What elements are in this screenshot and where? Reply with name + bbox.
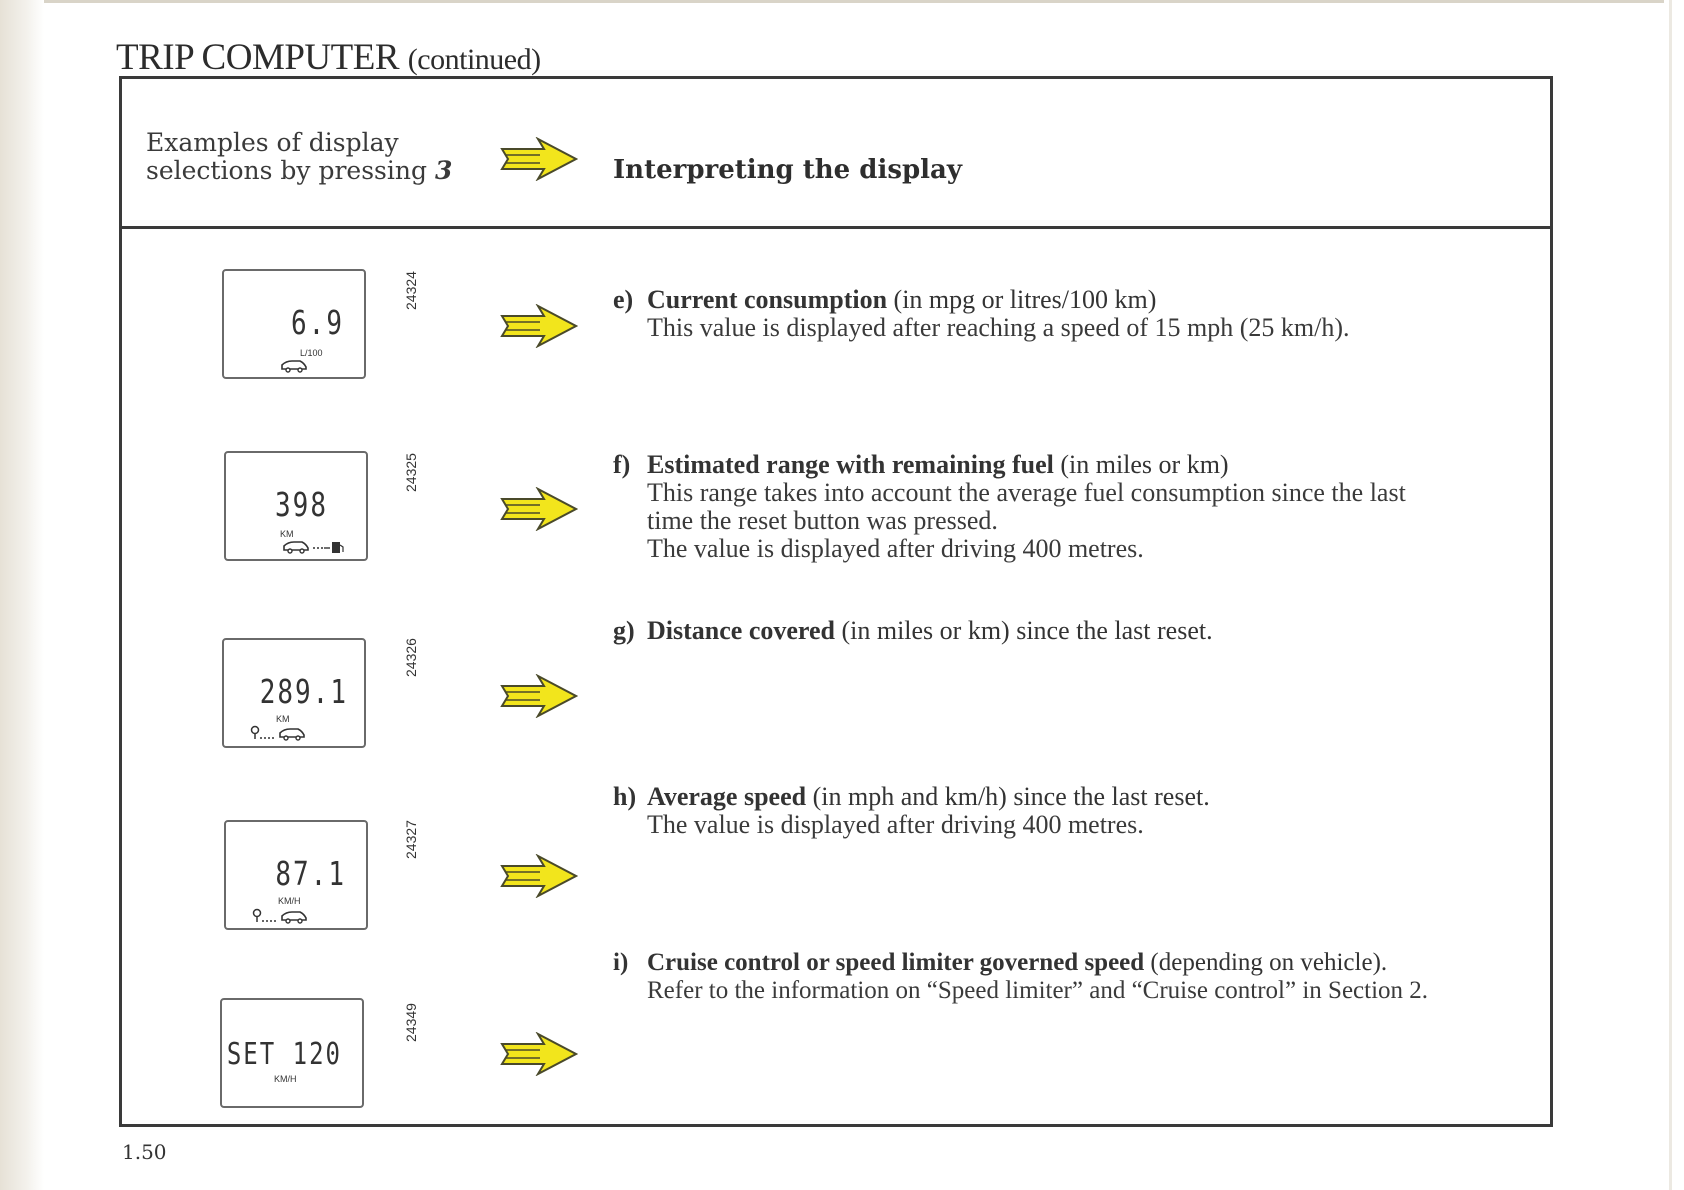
entry-qualifier: (in miles or km) (1053, 450, 1229, 479)
lcd-display-set-speed (220, 998, 364, 1108)
entry-average-speed (613, 783, 1553, 839)
lcd-display-distance (222, 638, 366, 748)
entry-line: Refer to the information on “Speed limiter” and “Cruise control” in Section 2. (647, 977, 1429, 1004)
entry-cruise-control (613, 949, 1553, 1005)
entry-qualifier: (depending on vehicle). (1144, 949, 1388, 976)
entry-heading: Distance covered (647, 616, 835, 645)
entry-qualifier: (in mph and km/h) since the last reset. (806, 782, 1210, 811)
figure-code: 24324 (403, 271, 419, 310)
entry-current-consumption (613, 286, 1553, 342)
lcd-display-average-speed (224, 820, 368, 930)
entry-heading: Current consumption (647, 285, 888, 314)
figure-code: 24326 (403, 638, 419, 677)
arrow-icon (500, 854, 578, 898)
entry-letter: i) (613, 949, 629, 976)
header-examples (146, 129, 452, 185)
entry-letter: f) (613, 450, 631, 479)
entry-line: The value is displayed after driving 400 metres. (647, 810, 1144, 839)
entry-letter: h) (613, 782, 637, 811)
header-left-line2: selections by pressing (146, 156, 427, 185)
page-edge-top (44, 0, 1664, 3)
lcd-display-consumption (222, 269, 366, 379)
lcd-unit: KM (276, 714, 290, 724)
entry-line: time the reset button was pressed. (647, 506, 998, 535)
entry-heading: Estimated range with remaining fuel (647, 450, 1054, 479)
page-edge-right (1669, 0, 1672, 1190)
header-interpreting: Interpreting the display (613, 155, 962, 185)
arrow-icon (500, 1032, 578, 1076)
entry-heading: Average speed (647, 782, 807, 811)
entry-line: This range takes into account the average fuel consumption since the last (647, 478, 1406, 507)
lcd-value: 289.1 (259, 674, 348, 712)
lcd-value: 398 (275, 487, 328, 525)
lcd-unit: KM/H (278, 896, 301, 906)
entry-qualifier: (in mpg or litres/100 km) (887, 285, 1157, 314)
entry-line: This value is displayed after reaching a speed of 15 mph (25 km/h). (647, 313, 1350, 342)
lcd-value: 87.1 (275, 856, 346, 894)
entry-letter: e) (613, 285, 634, 314)
entry-letter: g) (613, 616, 635, 645)
lcd-display-range (224, 451, 368, 561)
lcd-value: 6.9 (291, 305, 344, 343)
entry-qualifier: (in miles or km) since the last reset. (834, 616, 1213, 645)
page-edge-left (0, 0, 44, 1190)
lcd-unit: KM/H (274, 1074, 297, 1084)
arrow-icon (500, 304, 578, 348)
button-number: 3 (434, 156, 453, 185)
lcd-unit: KM (280, 529, 294, 539)
title-suffix: (continued) (407, 43, 541, 76)
entry-line: The value is displayed after driving 400 metres. (647, 534, 1144, 563)
lcd-value: SET 120 (226, 1036, 342, 1072)
car-to-fuel-pump-icon (282, 540, 352, 554)
header-left-line1: Examples of display (146, 128, 399, 157)
header-row (122, 79, 1550, 229)
figure-code: 24349 (403, 1003, 419, 1042)
car-icon (280, 359, 308, 373)
arrow-icon (500, 674, 578, 718)
arrow-icon (500, 487, 578, 531)
figure-code: 24325 (403, 453, 419, 492)
page-number: 1.50 (122, 1140, 167, 1164)
entry-distance-covered (613, 617, 1553, 645)
flag-to-car-icon (250, 725, 314, 741)
entry-estimated-range (613, 451, 1553, 563)
flag-to-car-icon (252, 908, 316, 924)
entry-heading: Cruise control or speed limiter governed speed (647, 949, 1145, 976)
page-title (116, 36, 541, 79)
lcd-unit: L/100 (300, 348, 323, 358)
arrow-icon (500, 137, 578, 181)
figure-code: 24327 (403, 820, 419, 859)
title-main: TRIP COMPUTER (116, 37, 400, 78)
